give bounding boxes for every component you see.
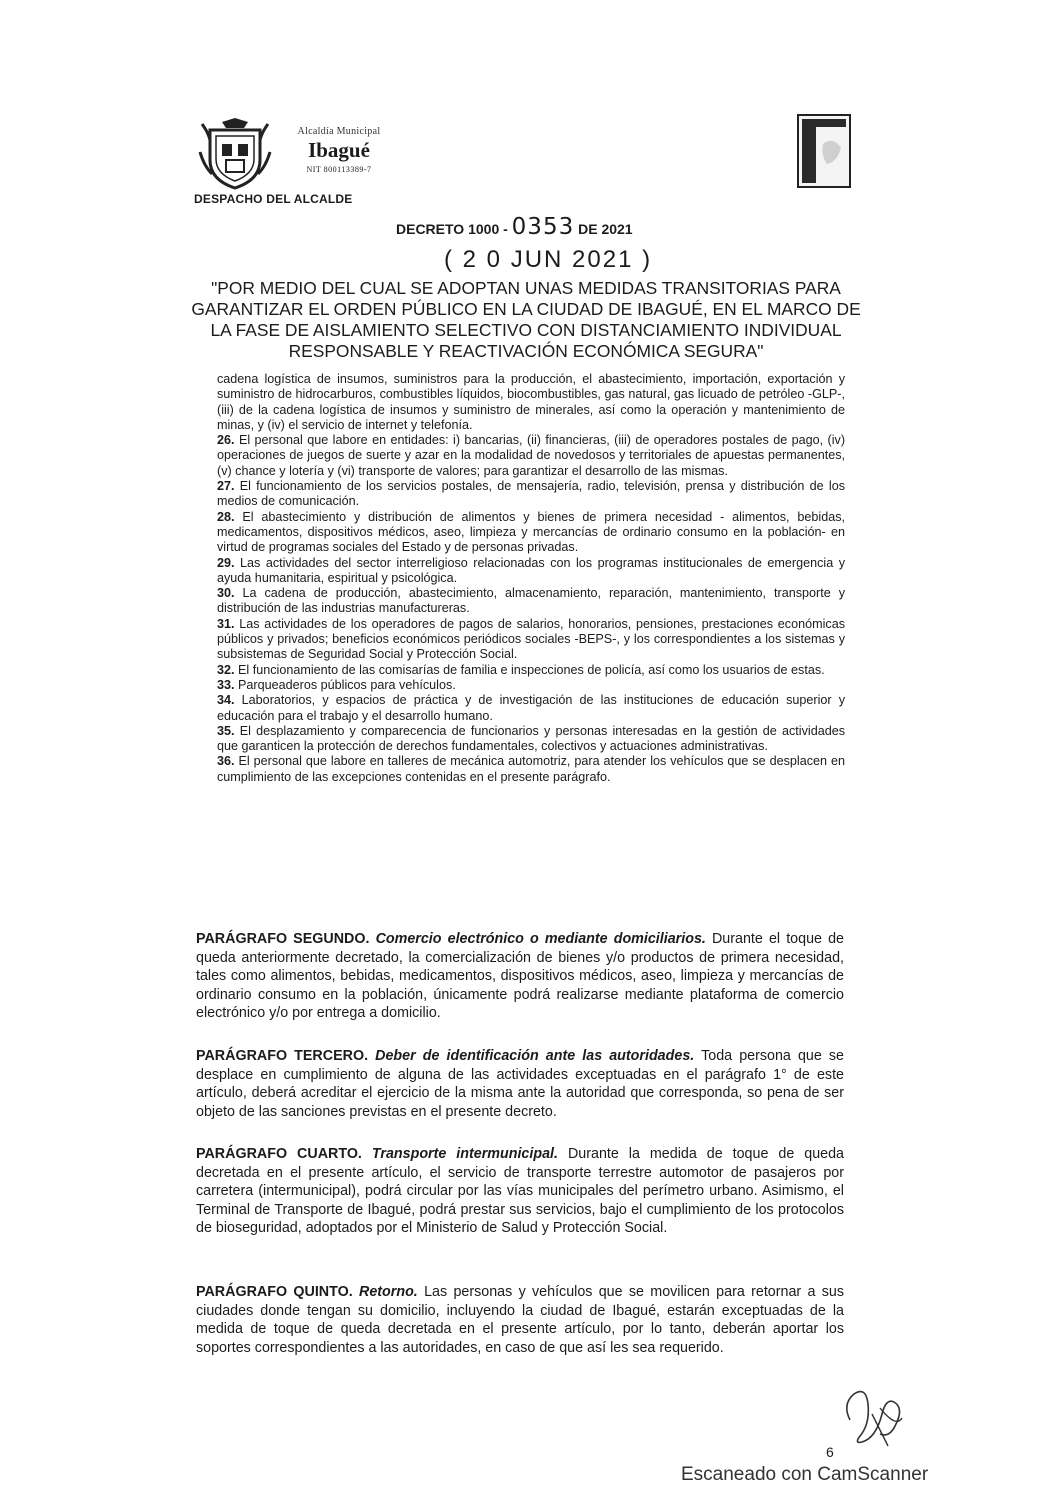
institution-line1: Alcaldía Municipal xyxy=(297,126,381,137)
exceptions-list xyxy=(217,372,845,785)
paragraph-cuarto xyxy=(196,1145,844,1238)
institution-name xyxy=(274,126,404,174)
list-item-number: 30. xyxy=(217,586,235,601)
paragraph-text: Toda persona que se desplace en cumplimiento de alguna de las actividades exceptuadas en el parágrafo 1° de este artículo, deberá acreditar el ejercicio de la misma ante la autoridad que corresponda, so pena de ser objeto de las sanciones previstas en el presente decreto. xyxy=(196,1048,844,1120)
list-item-text: El personal que labore en entidades: i) bancarias, (ii) financieras, (iii) de operadores postales de pago, (iv) operaciones de juegos de suerte y azar en la modalidad de novedosos y territoriales de apuestas permanentes, (v) chance y lotería y (vi) transporte de valores; para garantizar el desarrollo de las mismas. xyxy=(217,433,846,478)
list-item-text: El funcionamiento de los servicios postales, de mensajería, radio, televisión, prensa y distribución de los medios de comunicación. xyxy=(217,479,845,509)
decree-number: 0353 xyxy=(511,214,575,240)
seal-stamp-icon xyxy=(797,114,851,188)
scanner-watermark: Escaneado con CamScanner xyxy=(681,1464,929,1485)
paragraph-segundo xyxy=(196,930,844,1023)
list-item xyxy=(217,617,845,663)
list-item xyxy=(217,556,845,587)
paragraph-heading: PARÁGRAFO TERCERO. xyxy=(196,1048,369,1064)
list-item-number: 28. xyxy=(217,509,235,524)
paragraph-tercero xyxy=(196,1047,844,1121)
paragraph-text: Las personas y vehículos que se movilicen para retornar a sus ciudades donde tengan su domicilio, incluyendo la ciudad de Ibagué, estarán exceptuadas de la medida de toque de queda decretada en el presente artículo, por lo tanto, deberán aportar los soportes correspondientes a las autoridades, en caso de que así les sea requerido. xyxy=(196,1284,844,1356)
list-item xyxy=(217,510,845,556)
list-item xyxy=(217,586,845,617)
paragraph-heading: PARÁGRAFO SEGUNDO. xyxy=(196,931,370,947)
list-item-number: 27. xyxy=(217,479,235,494)
list-item-text: El personal que labore en talleres de mecánica automotriz, para atender los vehículos que se desplacen en cumplimiento de las excepciones contenidas en el presente parágrafo. xyxy=(217,754,845,784)
decree-title: "POR MEDIO DEL CUAL SE ADOPTAN UNAS MEDIDAS TRANSITORIAS PARA GARANTIZAR EL ORDEN PÚBLICO EN LA CIUDAD DE IBAGUÉ, EN EL MARCO DE LA FASE DE AISLAMIENTO SELECTIVO CON DISTANCIAMIENTO INDIVIDUAL RESPONSABLE Y REACTIVACIÓN ECONÓMICA SEGURA" xyxy=(191,278,861,361)
list-item-number: 32. xyxy=(217,662,235,677)
paragraph-text: Durante el toque de queda anteriormente decretado, la comercialización de bienes y/o productos de primera necesidad, tales como alimentos, bebidas, medicamentos, dispositivos médicos, aseo, limpieza y mercancías de ordinario consumo en la población, únicamente podrá realizarse mediante plataforma de comercio electrónico y/o por entrega a domicilio. xyxy=(196,931,844,1022)
list-item-text: Las actividades de los operadores de pagos de salarios, honorarios, pensiones, prestaciones económicas públicos y privados; beneficios económicos periódicos sociales -BEPS-, y los correspondientes a los sistemas y subsistemas de Seguridad Social y Protección Social. xyxy=(217,616,846,662)
paragraph-title: Retorno. xyxy=(359,1284,418,1300)
page-number: 6 xyxy=(826,1444,834,1460)
paragraph-heading: PARÁGRAFO QUINTO. xyxy=(196,1284,353,1300)
handwritten-signature xyxy=(836,1384,912,1454)
decree-de: DE xyxy=(578,221,598,237)
list-item xyxy=(217,663,845,678)
list-item xyxy=(217,754,845,785)
coat-of-arms-logo xyxy=(196,116,274,194)
decree-number-line xyxy=(396,214,633,240)
list-intro: cadena logística de insumos, suministros para la producción, el abastecimiento, importación, exportación y suministro de hidrocarburos, combustibles líquidos, biocombustibles, gas natural, gas licuado de petróleo -GLP-, (iii) de la cadena logística de insumos y suministro de minerales, así como la operación y mantenimiento de minas, y (iv) el servicio de internet y telefonía. xyxy=(217,372,845,432)
decree-prefix: DECRETO 1000 - xyxy=(396,221,508,237)
list-item-number: 31. xyxy=(217,616,235,631)
paragraph-text: Durante la medida de toque de queda decretada en el presente artículo, el servicio de transporte terrestre automotor de pasajeros por carretera (intermunicipal), podrá circular por las vías municipales del perímetro urbano. Asimismo, el Terminal de Transporte de Ibagué, podrá prestar sus servicios, bajo el cumplimiento de los protocolos de bioseguridad, adoptados por el Ministerio de Salud y Protección Social. xyxy=(196,1146,845,1237)
list-item xyxy=(217,678,845,693)
decree-year: 2021 xyxy=(601,221,633,237)
paragraph-heading: PARÁGRAFO CUARTO. xyxy=(196,1146,362,1162)
list-item xyxy=(217,433,845,479)
paragraph-quinto xyxy=(196,1283,844,1357)
list-item-number: 33. xyxy=(217,677,235,692)
list-item-number: 35. xyxy=(217,723,235,738)
list-item-text: La cadena de producción, abastecimiento, almacenamiento, reparación, mantenimiento, transporte y distribución de las industrias manufactureras. xyxy=(217,586,845,616)
institution-line2: Ibagué xyxy=(308,138,370,162)
list-item xyxy=(217,693,845,724)
list-item xyxy=(217,724,845,755)
paragraph-title: Comercio electrónico o mediante domiciliarios. xyxy=(375,931,706,947)
institution-nit: NIT 800113389-7 xyxy=(306,165,372,174)
list-item xyxy=(217,479,845,510)
list-item-text: El abastecimiento y distribución de alimentos y bienes de primera necesidad - alimentos, bebidas, medicamentos, dispositivos médicos, aseo, limpieza y mercancías de ordinario consumo en la población- en virtud de programas sociales del Estado y de personas privadas. xyxy=(217,509,845,555)
office-name: DESPACHO DEL ALCALDE xyxy=(194,192,353,206)
list-item-text: Las actividades del sector interreligioso relacionadas con los programas institucionales de emergencia y ayuda humanitaria, espiritual y psicológica. xyxy=(217,555,845,585)
list-item-text: Parqueaderos públicos para vehículos. xyxy=(238,677,456,692)
list-item-number: 26. xyxy=(217,433,235,448)
decree-date-stamp: ( 2 0 JUN 2021 ) xyxy=(444,246,653,273)
list-item-number: 34. xyxy=(217,693,235,708)
list-item-text: El funcionamiento de las comisarías de familia e inspecciones de policía, así como los usuarios de estas. xyxy=(238,662,825,677)
paragraph-title: Transporte intermunicipal. xyxy=(371,1146,558,1162)
list-item-text: El desplazamiento y comparecencia de funcionarios y personas interesadas en la gestión de actividades que garanticen la protección de derechos fundamentales, colectivos y actuaciones administrativas. xyxy=(217,723,846,754)
list-item-number: 29. xyxy=(217,555,235,570)
paragraph-title: Deber de identificación ante las autoridades. xyxy=(375,1048,695,1064)
list-item-text: Laboratorios, y espacios de práctica y de investigación de las instituciones de educación superior y educación para el trabajo y el desarrollo humano. xyxy=(217,693,846,723)
list-item-number: 36. xyxy=(217,754,235,769)
